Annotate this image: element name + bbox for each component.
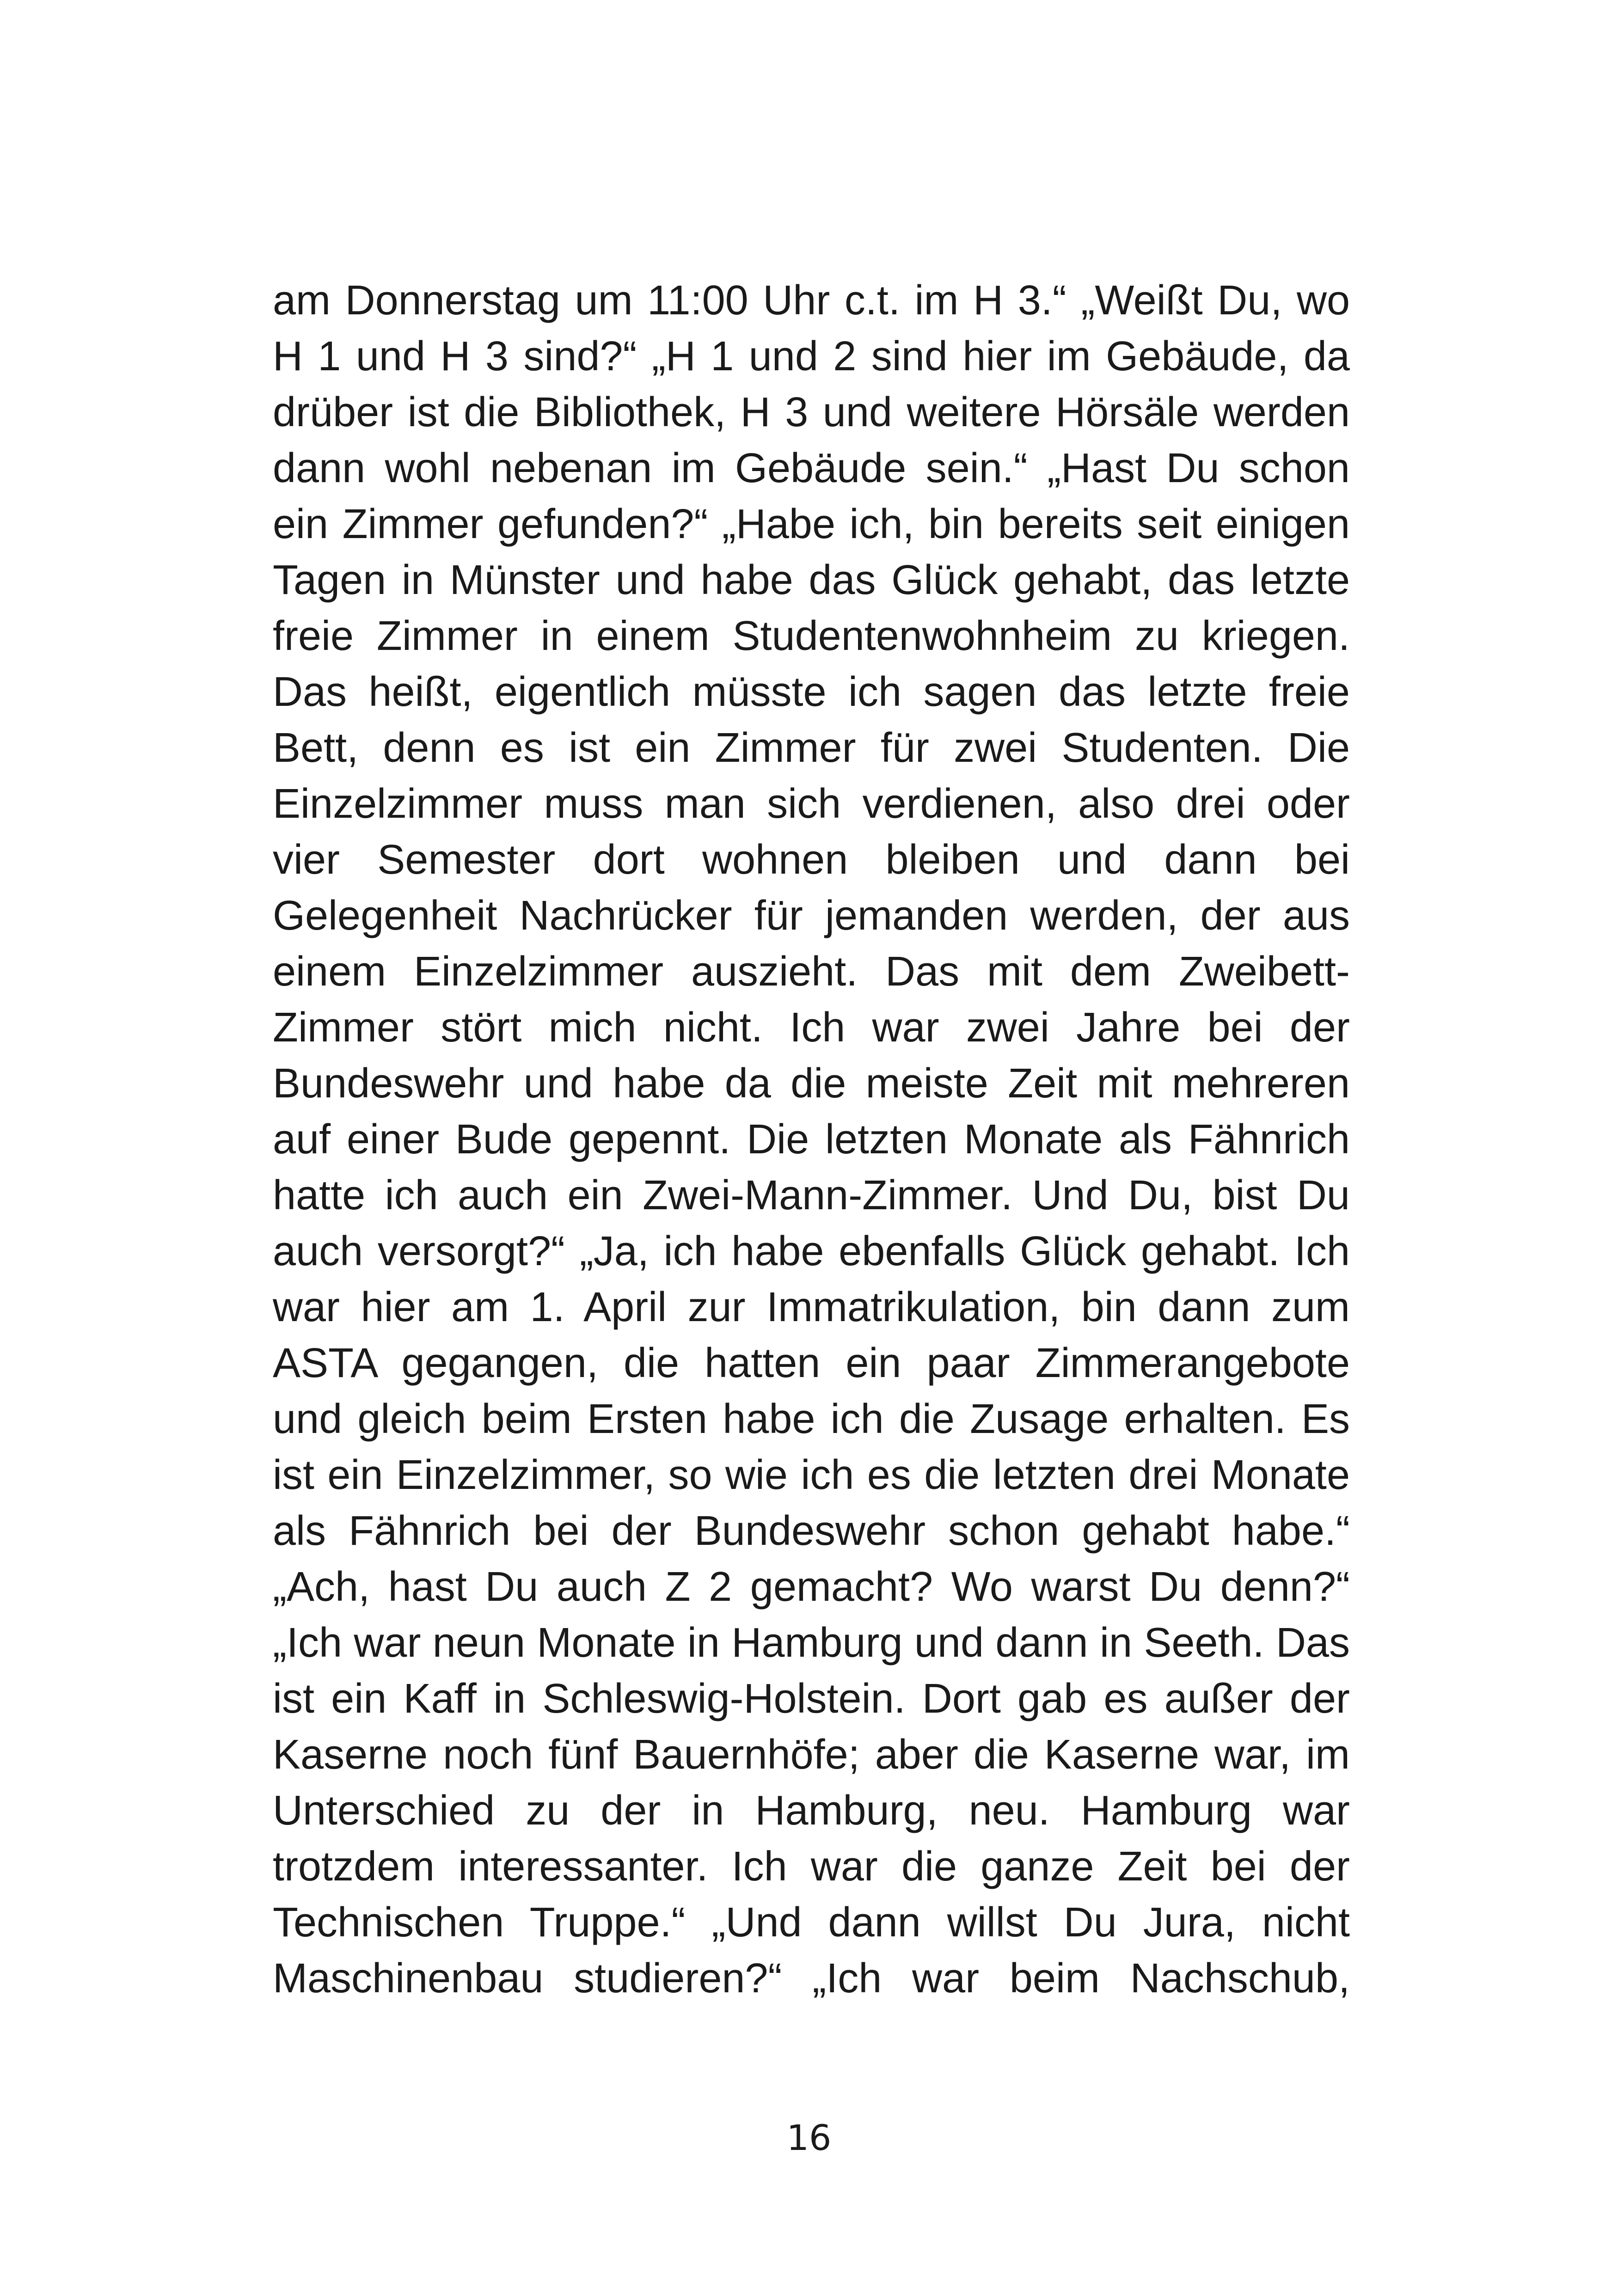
- text-line: Technischen Truppe.“ „Und dann willst Du Jura, nicht: [273, 1899, 1350, 1946]
- text-line: „Ach, hast Du auch Z 2 gemacht? Wo warst Du denn?“: [273, 1564, 1350, 1610]
- text-line: ist ein Einzelzimmer, so wie ich es die letzten drei Monate: [273, 1452, 1350, 1498]
- text-line: auf einer Bude gepennt. Die letzten Monate als Fähnrich: [273, 1116, 1350, 1163]
- body-text: [273, 273, 1350, 2007]
- text-line: ein Zimmer gefunden?“ „Habe ich, bin bereits seit einigen: [273, 501, 1350, 547]
- page-number: 16: [786, 2117, 832, 2158]
- text-line: am Donnerstag um 11:00 Uhr c.t. im H 3.“ „Weißt Du, wo: [273, 277, 1350, 324]
- text-line: vier Semester dort wohnen bleiben und dann bei: [273, 837, 1350, 883]
- text-line: war hier am 1. April zur Immatrikulation, bin dann zum: [273, 1284, 1350, 1330]
- text-line: Tagen in Münster und habe das Glück gehabt, das letzte: [273, 557, 1350, 603]
- text-line: dann wohl nebenan im Gebäude sein.“ „Hast Du schon: [273, 445, 1350, 491]
- text-line: Einzelzimmer muss man sich verdienen, also drei oder: [273, 781, 1350, 827]
- text-line: Bundeswehr und habe da die meiste Zeit mit mehreren: [273, 1060, 1350, 1107]
- text-line: Bett, denn es ist ein Zimmer für zwei Studenten. Die: [273, 725, 1350, 771]
- text-line: ist ein Kaff in Schleswig-Holstein. Dort gab es außer der: [273, 1676, 1350, 1722]
- text-line: „Ich war neun Monate in Hamburg und dann in Seeth. Das: [273, 1620, 1350, 1666]
- text-line: als Fähnrich bei der Bundeswehr schon gehabt habe.“: [273, 1508, 1350, 1554]
- text-line: Kaserne noch fünf Bauernhöfe; aber die Kaserne war, im: [273, 1732, 1350, 1778]
- text-line: Unterschied zu der in Hamburg, neu. Hamburg war: [273, 1788, 1350, 1834]
- text-line: einem Einzelzimmer auszieht. Das mit dem Zweibett-: [273, 949, 1350, 995]
- text-line: trotzdem interessanter. Ich war die ganze Zeit bei der: [273, 1843, 1350, 1890]
- text-line: Gelegenheit Nachrücker für jemanden werden, der aus: [273, 893, 1350, 939]
- text-line: H 1 und H 3 sind?“ „H 1 und 2 sind hier im Gebäude, da: [273, 333, 1350, 380]
- text-line: Das heißt, eigentlich müsste ich sagen das letzte freie: [273, 669, 1350, 715]
- text-line: hatte ich auch ein Zwei-Mann-Zimmer. Und Du, bist Du: [273, 1172, 1350, 1218]
- text-line: drüber ist die Bibliothek, H 3 und weitere Hörsäle werden: [273, 389, 1350, 435]
- text-line: Maschinenbau studieren?“ „Ich war beim Nachschub,: [273, 1955, 1350, 2002]
- text-line: und gleich beim Ersten habe ich die Zusage erhalten. Es: [273, 1396, 1350, 1442]
- text-line: ASTA gegangen, die hatten ein paar Zimmerangebote: [273, 1340, 1350, 1386]
- text-line: auch versorgt?“ „Ja, ich habe ebenfalls Glück gehabt. Ich: [273, 1228, 1350, 1274]
- text-line: freie Zimmer in einem Studentenwohnheim zu kriegen.: [273, 613, 1350, 659]
- text-line: Zimmer stört mich nicht. Ich war zwei Jahre bei der: [273, 1004, 1350, 1051]
